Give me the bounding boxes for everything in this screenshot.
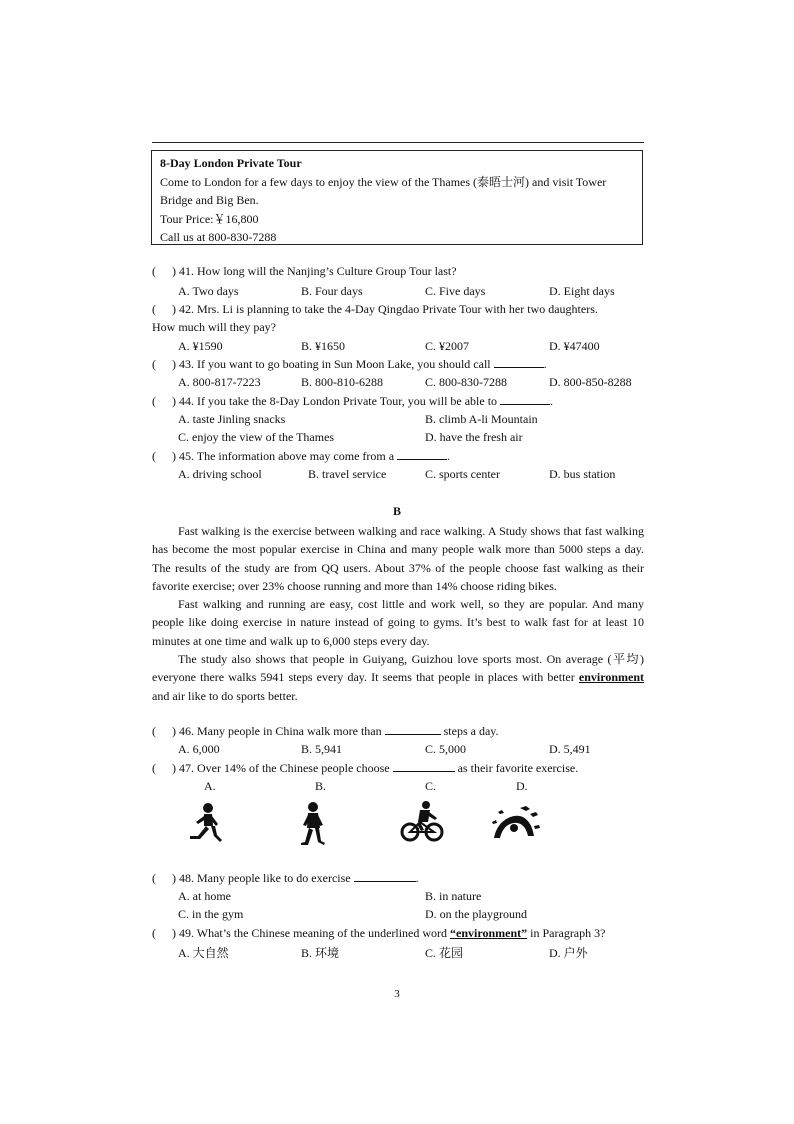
option-a[interactable]: A. at home [178, 889, 231, 903]
question-text: ) 48. Many people like to do exercise [172, 871, 351, 885]
option-a[interactable]: A. [204, 779, 216, 793]
question-text: ) 43. If you want to go boating in Sun Moon Lake, you should call [172, 357, 491, 371]
option-a[interactable]: A. Two days [178, 284, 239, 298]
exam-page: 8-Day London Private Tour Come to London for a few days to enjoy the view of the Thames (泰晤士河) and visit Tower Bridge and Big Ben. Tour Price:￥16,800 Call us at 800-830-7288 ( ) 41. How long will the Nanjing’s Culture Group Tour last? A. Two days B. Four days C. Five days D. Eight days ( ) 42. Mrs. Li is planning to take the 4-Day Qingdao Private Tour with her two daughters. How much will they pay? A. ¥1590 B. ¥1650 C. ¥2007 D. ¥47400 ( ) 43. If you want to go boating in Sun Moon Lake, you should call . A. 800-817-7223 B. 800-810-6288 C. 800-830-7288 D. 800-850-8288 ( ) 44. If you take the 8-Day London Private Tour, you will be able to . A. taste Jinling snacks B. climb A-li Mountain C. enjoy the view of the Thames D. have the fresh air ( ) 45. The information above may come from a . A. driving school B. travel service C. sports center D. bus station B Fast walking is the exercise between walking and race walking. A Study shows that fast walking has become the most popular exercise in China and many people walk more than 5000 steps a day. The results of the study are from QQ users. About 37% of the people choose fast walking as their favorite exercise; over 23% choose running and more than 14% choose riding bikes. Fast walking and running are easy, cost little and work well, so they are popular. And many people like doing exercise in nature instead of going to gyms. It’s best to walk fast for at least 10 minutes at one time and walk up to 6,000 steps every day. The study also shows that people in Guiyang, Guizhou love sports most. On average (平均) everyone there walks 5941 steps every day. It seems that people in places with better environment and air like to do sports better. ( ) 46. Many people in China walk more than steps a day. A. 6,000 B. 5,941 C. 5,000 D. 5,491 ( ) 47. Over 14% of the Chinese people choose as their favorite exercise. A. B. C. D. ( ) 48. Many people like to do exercise . A. at home B. in nature C. in the gym D. on the playground ( ) 49. What’s the Chinese meaning of the underlined word “environment” in Paragraph 3? A. 大自然 B. 环境 C. 花园 D. 户外 3 [0, 0, 794, 1124]
option-c[interactable]: C. [425, 779, 437, 793]
london-tour-ad [151, 150, 643, 245]
option-c[interactable]: C. in the gym [178, 907, 244, 921]
option-c[interactable]: C. enjoy the view of the Thames [178, 430, 335, 444]
option-b[interactable]: B. in nature [425, 889, 482, 903]
option-c[interactable]: C. Five days [425, 284, 486, 298]
question-text: ) 46. Many people in China walk more than [172, 724, 382, 738]
option-b[interactable]: B. [315, 779, 327, 793]
ad-price: Tour Price:￥16,800 [160, 211, 259, 226]
question-text: ) 42. Mrs. Li is planning to take the 4-Day Qingdao Private Tour with her two daughters. [172, 302, 598, 316]
ad-call: Call us at 800-830-7288 [160, 230, 277, 245]
reading-passage [152, 522, 644, 705]
option-b[interactable]: B. Four days [301, 284, 363, 298]
question-text: ) 47. Over 14% of the Chinese people choose [172, 761, 390, 775]
rock-climbing-icon[interactable] [490, 800, 542, 844]
answer-blank[interactable] [494, 357, 544, 368]
option-a[interactable]: A. 6,000 [178, 742, 220, 756]
option-b[interactable]: B. ¥1650 [301, 339, 346, 353]
ad-line-2: Bridge and Big Ben. [160, 193, 259, 208]
option-d[interactable]: D. bus station [549, 467, 616, 481]
option-d[interactable]: D. ¥47400 [549, 339, 600, 353]
paragraph-2: Fast walking and running are easy, cost little and work well, so they are popular. And many people like doing exercise in nature instead of going to gyms. It’s best to walk fast for at least 10 minutes at one time and walk up to 6,000 steps every day. [152, 597, 644, 648]
option-b[interactable]: B. 800-810-6288 [301, 375, 383, 389]
answer-blank[interactable] [385, 724, 441, 735]
option-a[interactable]: A. driving school [178, 467, 262, 481]
answer-blank[interactable] [393, 761, 455, 772]
page-number: 3 [394, 988, 400, 1000]
option-a[interactable]: A. 800-817-7223 [178, 375, 261, 389]
option-d[interactable]: D. Eight days [549, 284, 615, 298]
answer-blank[interactable] [397, 449, 447, 460]
option-d[interactable]: D. 800-850-8288 [549, 375, 632, 389]
option-d[interactable]: D. have the fresh air [425, 430, 523, 444]
option-b[interactable]: B. climb A-li Mountain [425, 412, 538, 426]
question-text: ) 49. What’s the Chinese meaning of the underlined word [172, 926, 448, 940]
option-c[interactable]: C. sports center [425, 467, 500, 481]
option-a[interactable]: A. ¥1590 [178, 339, 223, 353]
option-c[interactable]: C. 5,000 [425, 742, 467, 756]
section-heading-b: B [392, 504, 401, 518]
option-a[interactable]: A. taste Jinling snacks [178, 412, 286, 426]
question-text: ) 45. The information above may come from a [172, 449, 395, 463]
walker-icon[interactable] [298, 800, 328, 846]
option-d[interactable]: D. 5,491 [549, 742, 591, 756]
question-text: ) 41. How long will the Nanjing’s Culture Group Tour last? [172, 264, 457, 278]
option-d[interactable]: D. 户外 [549, 946, 588, 960]
underlined-word: “environment” [450, 926, 528, 940]
runner-icon[interactable] [186, 800, 226, 846]
paragraph-3: The study also shows that people in Guiyang, Guizhou love sports most. On average (平均) everyone there walks 5941 steps every day. It seems that people in places with better environment and air like to do sports better. [152, 652, 645, 703]
option-c[interactable]: C. ¥2007 [425, 339, 470, 353]
option-a[interactable]: A. 大自然 [178, 946, 229, 960]
question-text: ) 44. If you take the 8-Day London Private Tour, you will be able to [172, 394, 498, 408]
option-d[interactable]: D. on the playground [425, 907, 527, 921]
answer-blank[interactable] [354, 871, 416, 882]
question-text-cont: How much will they pay? [152, 320, 276, 334]
option-c[interactable]: C. 800-830-7288 [425, 375, 507, 389]
option-b[interactable]: B. travel service [308, 467, 387, 481]
option-d[interactable]: D. [516, 779, 528, 793]
option-b[interactable]: B. 环境 [301, 946, 340, 960]
cyclist-icon[interactable] [400, 800, 444, 844]
option-b[interactable]: B. 5,941 [301, 742, 343, 756]
paragraph-1: Fast walking is the exercise between walking and race walking. A Study shows that fast walking has become the most popular exercise in China and many people walk more than 5000 steps a day. The results of the study are from QQ users. About 37% of the people choose fast walking as their favorite exercise; over 23% choose running and more than 14% choose riding bikes. [152, 524, 644, 593]
top-rule [152, 142, 644, 143]
ad-title: 8-Day London Private Tour [160, 156, 302, 170]
underlined-word: environment [578, 670, 645, 685]
answer-blank[interactable] [500, 394, 550, 405]
option-c[interactable]: C. 花园 [425, 946, 464, 960]
ad-line-1: Come to London for a few days to enjoy the view of the Thames (泰晤士河) and visit Tower [160, 174, 607, 189]
